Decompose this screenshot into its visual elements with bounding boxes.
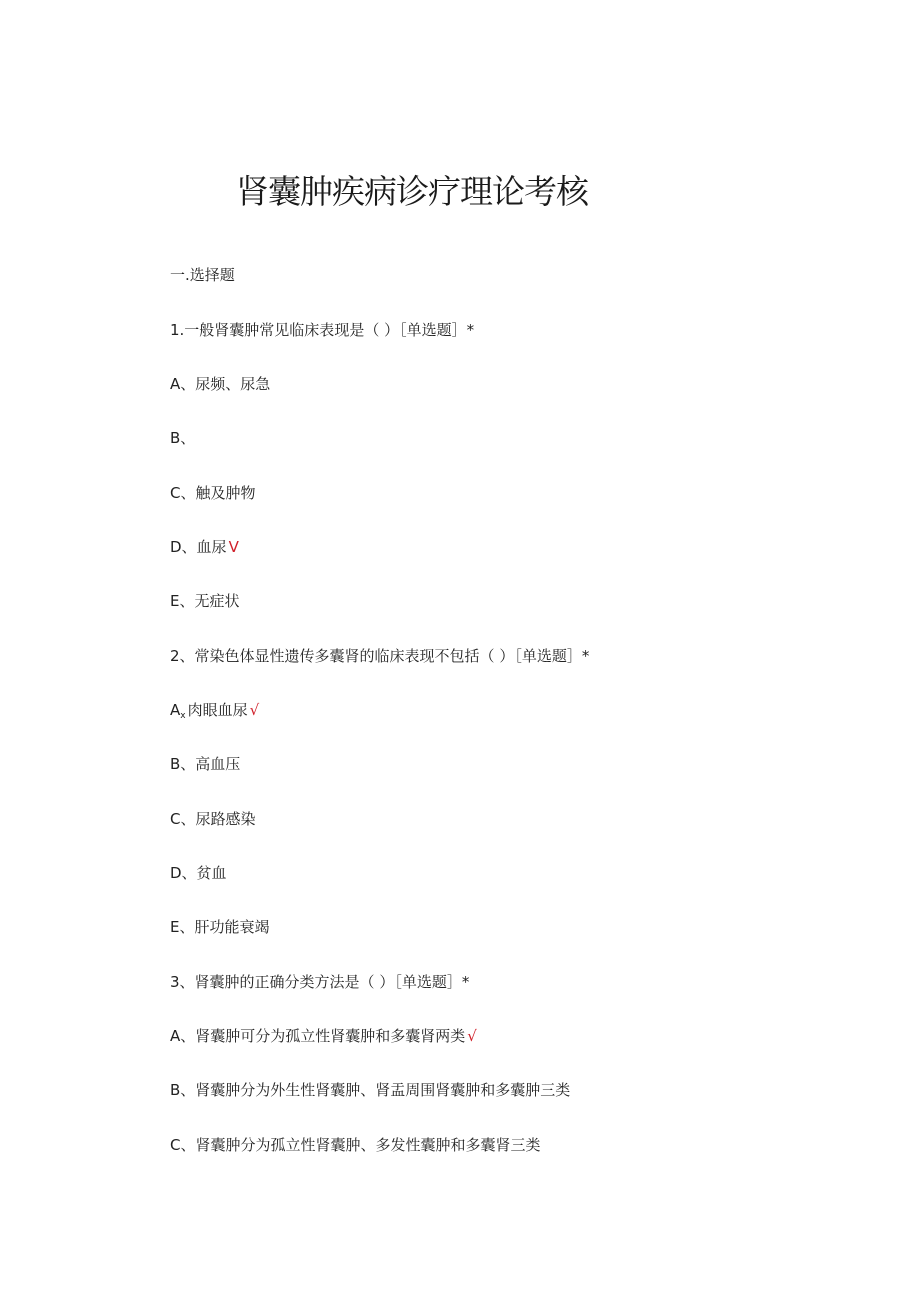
option-text: B、肾囊肿分为外生性肾囊肿、肾盂周围肾囊肿和多囊肿三类 bbox=[170, 1081, 571, 1099]
option-text: C、尿路感染 bbox=[170, 810, 256, 828]
question-2 bbox=[170, 646, 589, 666]
q3-option-c bbox=[170, 1135, 540, 1155]
question-text: 3、肾囊肿的正确分类方法是（ ）［单选题］* bbox=[170, 973, 470, 991]
q3-option-a bbox=[170, 1026, 477, 1046]
option-text: B、 bbox=[170, 429, 196, 447]
q2-option-e bbox=[170, 917, 269, 937]
q2-option-a bbox=[170, 700, 259, 726]
correct-answer-mark: V bbox=[228, 538, 239, 556]
question-text: 2、常染色体显性遗传多囊肾的临床表现不包括（ ）［单选题］* bbox=[170, 647, 590, 665]
option-text: D、血尿 bbox=[170, 538, 227, 556]
option-text: 肉眼血尿 bbox=[187, 701, 248, 719]
correct-answer-mark: √ bbox=[249, 701, 260, 719]
correct-answer-mark: √ bbox=[467, 1027, 477, 1045]
q2-option-b bbox=[170, 754, 240, 774]
section-heading: 一.选择题 bbox=[170, 266, 235, 284]
question-1 bbox=[170, 320, 474, 340]
option-text: E、肝功能衰竭 bbox=[170, 918, 270, 936]
q1-option-c bbox=[170, 483, 255, 503]
option-text: E、无症状 bbox=[170, 592, 240, 610]
option-letter: A bbox=[170, 701, 181, 719]
q2-option-d bbox=[170, 863, 227, 883]
option-text: C、触及肿物 bbox=[170, 484, 256, 502]
document-title: 肾囊肿疾病诊疗理论考核 bbox=[236, 172, 588, 211]
q1-option-e bbox=[170, 591, 239, 611]
q1-option-a bbox=[170, 374, 270, 394]
option-letter-subscript: x bbox=[180, 711, 186, 721]
question-3 bbox=[170, 972, 469, 992]
q1-option-d bbox=[170, 537, 239, 557]
option-text: A、肾囊肿可分为孤立性肾囊肿和多囊肾两类 bbox=[170, 1027, 466, 1045]
option-text: A、尿频、尿急 bbox=[170, 375, 271, 393]
option-text: C、肾囊肿分为孤立性肾囊肿、多发性囊肿和多囊肾三类 bbox=[170, 1136, 541, 1154]
option-text: D、贫血 bbox=[170, 864, 227, 882]
question-text: 1.一般肾囊肿常见临床表现是（ ）［单选题］* bbox=[170, 321, 475, 339]
option-text: B、高血压 bbox=[170, 755, 241, 773]
q3-option-b bbox=[170, 1080, 570, 1100]
q2-option-c bbox=[170, 809, 255, 829]
q1-option-b bbox=[170, 428, 195, 448]
